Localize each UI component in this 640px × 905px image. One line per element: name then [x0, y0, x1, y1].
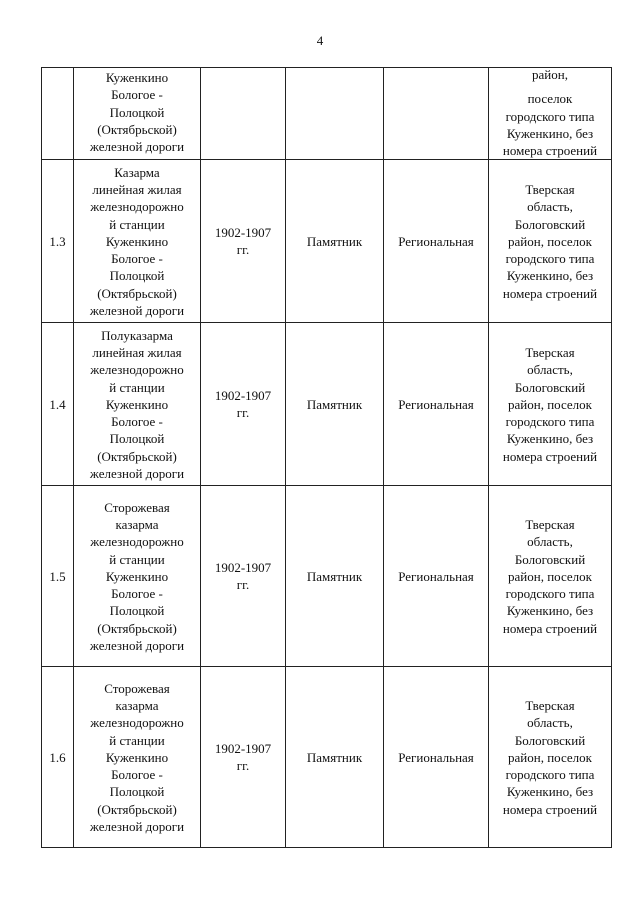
- page-number: 4: [316, 33, 324, 48]
- date-line: 1902-1907: [214, 741, 272, 757]
- address-line: городского типа: [505, 414, 595, 430]
- date-cell: [201, 160, 286, 323]
- table-row: [42, 160, 612, 323]
- address-line: Бологовский: [514, 379, 586, 395]
- category-cell: Памятник: [286, 160, 384, 323]
- date-line: гг.: [236, 242, 250, 258]
- significance-cell: [384, 68, 489, 160]
- object-name-line: железнодорожно: [90, 199, 184, 215]
- address-line: Куженкино, без: [506, 125, 594, 141]
- object-name-line: Куженкино: [105, 233, 169, 249]
- date-cell: [201, 667, 286, 848]
- object-name-line: (Октябрьской): [97, 121, 177, 137]
- object-name-line: железной дороги: [89, 303, 185, 319]
- address-line: Тверская: [525, 344, 575, 360]
- address-line: область,: [527, 199, 573, 215]
- address-line: район, поселок: [508, 396, 592, 412]
- address-line: Куженкино, без: [506, 784, 594, 800]
- address-line: область,: [527, 362, 573, 378]
- object-name-line: Полоцкой: [109, 268, 165, 284]
- address-line: район, поселок: [508, 233, 592, 249]
- address-line: Бологовский: [514, 216, 586, 232]
- address-line: поселок: [527, 91, 573, 107]
- table-row: [42, 486, 612, 667]
- object-name-line: железнодорожно: [90, 362, 184, 378]
- row-number-cell: [42, 68, 74, 160]
- address-line: номера строений: [502, 143, 598, 159]
- object-name-line: Сторожевая: [104, 499, 170, 515]
- object-name-line: (Октябрьской): [97, 801, 177, 817]
- address-cell: [489, 68, 612, 160]
- category-cell: Памятник: [286, 486, 384, 667]
- address-cell: [489, 667, 612, 848]
- address-line: городского типа: [505, 108, 595, 124]
- object-name-line: казарма: [115, 697, 159, 713]
- object-name-line: Куженкино: [105, 70, 169, 85]
- object-name-line: Бологое -: [111, 586, 163, 602]
- object-name-cell: [74, 667, 201, 848]
- object-name-line: Полуказарма: [101, 327, 173, 343]
- object-name-line: Полоцкой: [109, 603, 165, 619]
- table-row: [42, 68, 612, 160]
- address-line: номера строений: [502, 801, 598, 817]
- object-name-line: Бологое -: [111, 767, 163, 783]
- object-name-line: (Октябрьской): [97, 448, 177, 464]
- category-cell: [286, 68, 384, 160]
- address-cell: [489, 323, 612, 486]
- object-name-line: Казарма: [114, 164, 160, 180]
- address-line: Куженкино, без: [506, 603, 594, 619]
- address-line: городского типа: [505, 586, 595, 602]
- category-cell: Памятник: [286, 323, 384, 486]
- date-cell: [201, 68, 286, 160]
- category-cell: Памятник: [286, 667, 384, 848]
- object-name-line: (Октябрьской): [97, 285, 177, 301]
- object-name-line: железной дороги: [89, 638, 185, 654]
- object-name-line: железной дороги: [89, 466, 185, 482]
- object-name-line: Бологое -: [111, 414, 163, 430]
- address-line: район,: [532, 67, 568, 82]
- address-line: Тверская: [525, 181, 575, 197]
- date-cell: [201, 486, 286, 667]
- object-name-line: Полоцкой: [109, 431, 165, 447]
- date-cell: [201, 323, 286, 486]
- row-number-cell: 1.6: [42, 667, 74, 848]
- significance-cell: Региональная: [384, 667, 489, 848]
- address-line: номера строений: [502, 620, 598, 636]
- address-line: область,: [527, 715, 573, 731]
- address-line: городского типа: [505, 767, 595, 783]
- address-line: район, поселок: [508, 568, 592, 584]
- heritage-objects-table: [41, 67, 612, 848]
- date-line: гг.: [236, 577, 250, 593]
- object-name-cell: [74, 323, 201, 486]
- address-cell: [489, 160, 612, 323]
- date-line: гг.: [236, 405, 250, 421]
- object-name-line: й станции: [109, 732, 165, 748]
- significance-cell: Региональная: [384, 486, 489, 667]
- table-row: [42, 667, 612, 848]
- object-name-line: Сторожевая: [104, 680, 170, 696]
- object-name-line: казарма: [115, 516, 159, 532]
- significance-cell: Региональная: [384, 323, 489, 486]
- object-name-line: Полоцкой: [109, 104, 165, 120]
- object-name-line: железнодорожно: [90, 534, 184, 550]
- address-line: Тверская: [525, 516, 575, 532]
- object-name-line: Куженкино: [105, 396, 169, 412]
- object-name-line: Бологое -: [111, 251, 163, 267]
- object-name-cell: [74, 160, 201, 323]
- date-line: 1902-1907: [214, 388, 272, 404]
- address-line: номера строений: [502, 285, 598, 301]
- significance-cell: Региональная: [384, 160, 489, 323]
- object-name-line: й станции: [109, 379, 165, 395]
- date-line: 1902-1907: [214, 560, 272, 576]
- object-name-line: Бологое -: [111, 87, 163, 103]
- object-name-line: (Октябрьской): [97, 620, 177, 636]
- address-line: городского типа: [505, 251, 595, 267]
- object-name-line: линейная жилая: [92, 344, 182, 360]
- object-name-cell: [74, 486, 201, 667]
- object-name-line: й станции: [109, 216, 165, 232]
- date-line: 1902-1907: [214, 225, 272, 241]
- object-name-line: линейная жилая: [92, 181, 182, 197]
- address-line: район, поселок: [508, 749, 592, 765]
- object-name-line: железнодорожно: [90, 715, 184, 731]
- address-line: область,: [527, 534, 573, 550]
- object-name-line: Полоцкой: [109, 784, 165, 800]
- address-line: Куженкино, без: [506, 268, 594, 284]
- object-name-line: железной дороги: [89, 819, 185, 835]
- address-line: Куженкино, без: [506, 431, 594, 447]
- object-name-cell: [74, 68, 201, 160]
- row-number-cell: 1.4: [42, 323, 74, 486]
- address-line: Бологовский: [514, 551, 586, 567]
- address-cell: [489, 486, 612, 667]
- object-name-line: й станции: [109, 551, 165, 567]
- object-name-line: железной дороги: [89, 139, 185, 155]
- date-line: гг.: [236, 758, 250, 774]
- row-number-cell: 1.3: [42, 160, 74, 323]
- object-name-line: Куженкино: [105, 749, 169, 765]
- address-line: Тверская: [525, 697, 575, 713]
- table-row: [42, 323, 612, 486]
- row-number-cell: 1.5: [42, 486, 74, 667]
- address-line: Бологовский: [514, 732, 586, 748]
- object-name-line: Куженкино: [105, 568, 169, 584]
- address-line: номера строений: [502, 448, 598, 464]
